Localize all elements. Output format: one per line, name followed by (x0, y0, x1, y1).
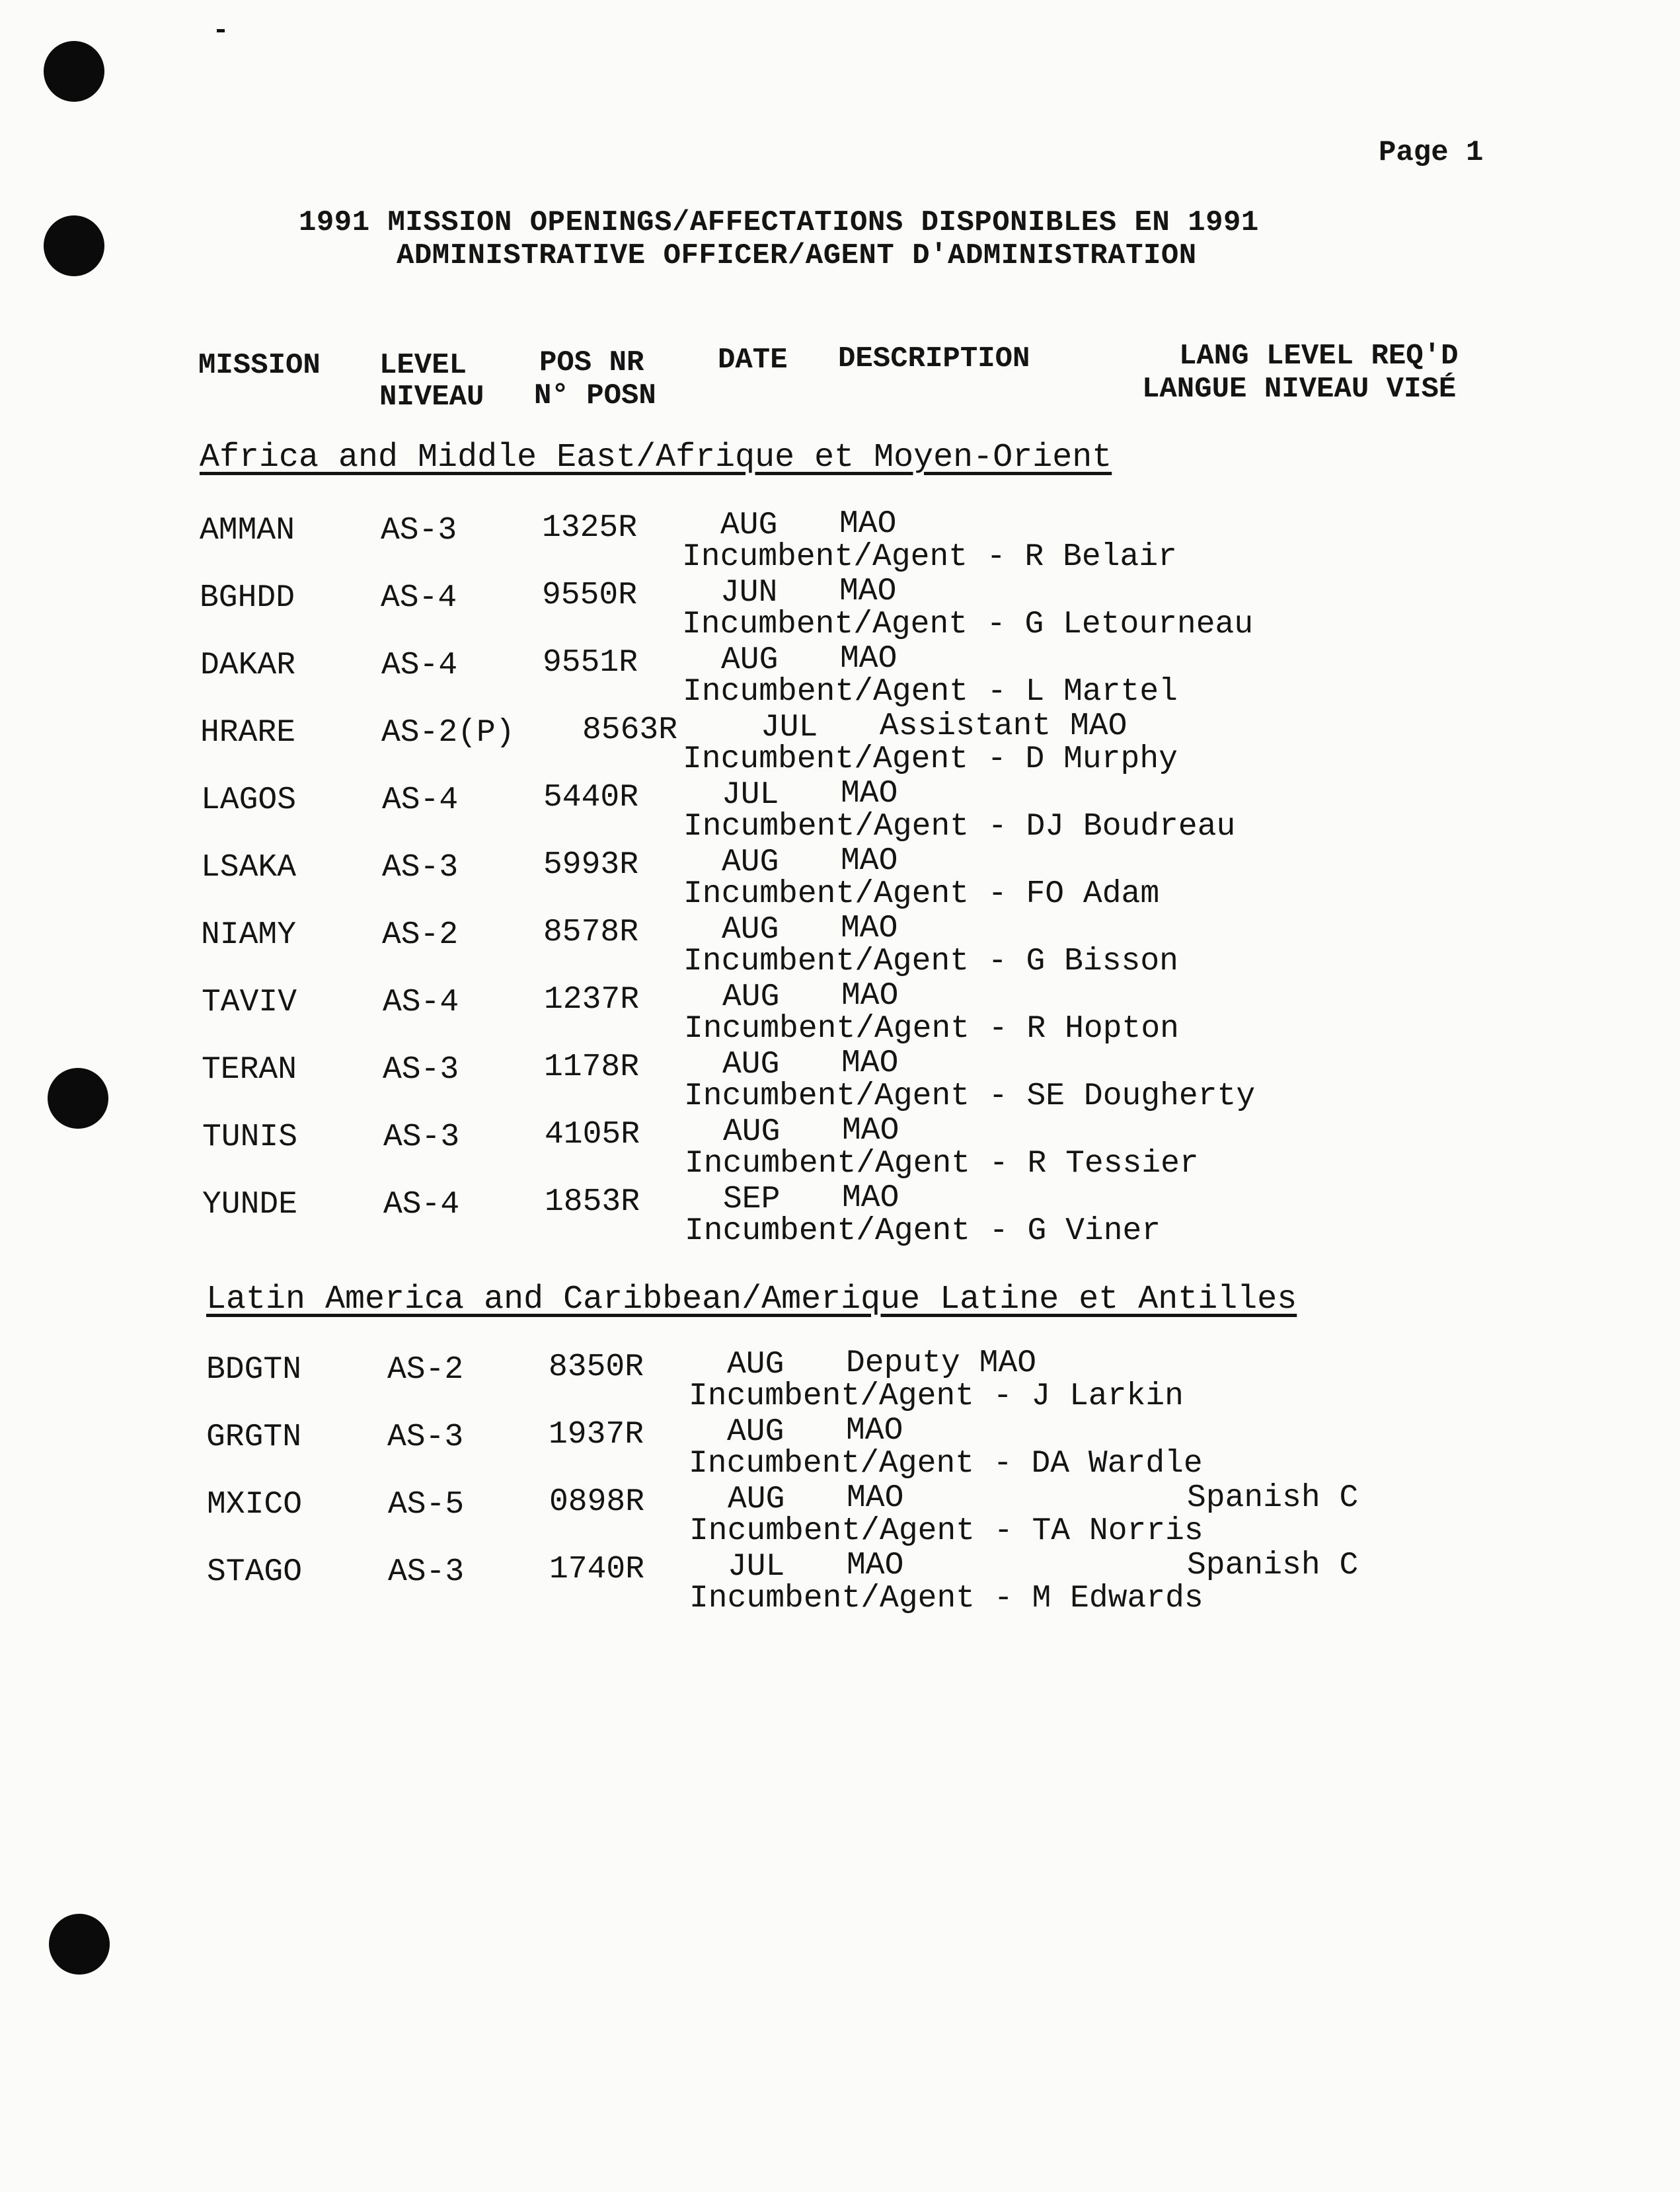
incumbent: Incumbent/Agent - DA Wardle (689, 1446, 1203, 1482)
binder-hole (48, 1068, 108, 1129)
date: JUL (728, 1549, 785, 1585)
level: AS-2 (387, 1352, 464, 1388)
date: JUN (720, 575, 778, 611)
level: AS-3 (383, 1119, 460, 1155)
section-title: Latin America and Caribbean/Amerique Latine et Antilles (206, 1281, 1297, 1318)
date: AUG (721, 642, 779, 678)
header-lang-fr: LANGUE NIVEAU VISÉ (1142, 373, 1457, 406)
mission-code: NIAMY (201, 917, 297, 953)
level: AS-4 (382, 782, 459, 818)
document-title: 1991 MISSION OPENINGS/AFFECTATIONS DISPONIBLES EN 1991 (299, 206, 1259, 239)
binder-hole (49, 1914, 110, 1975)
description: MAO (841, 1045, 899, 1081)
description: MAO (841, 978, 899, 1014)
date: AUG (723, 1114, 781, 1150)
description: MAO (839, 506, 897, 542)
mission-code: DAKAR (200, 648, 296, 683)
position-number: 8350R (549, 1349, 644, 1385)
date: AUG (722, 845, 779, 880)
date: JUL (761, 710, 818, 745)
position-number: 1178R (544, 1049, 640, 1085)
position-number: 4105R (545, 1117, 640, 1153)
description: MAO (847, 1480, 904, 1516)
level: AS-3 (388, 1554, 465, 1590)
header-pos: POS NR (539, 346, 644, 379)
mission-code: LSAKA (201, 850, 297, 886)
date: AUG (720, 508, 778, 543)
mission-code: TAVIV (202, 985, 297, 1020)
header-description: DESCRIPTION (838, 342, 1030, 375)
incumbent: Incumbent/Agent - SE Dougherty (684, 1078, 1256, 1114)
level: AS-3 (382, 850, 459, 886)
position-number: 9551R (543, 645, 638, 681)
incumbent: Incumbent/Agent - L Martel (683, 674, 1178, 710)
mission-code: AMMAN (200, 513, 295, 548)
incumbent: Incumbent/Agent - R Hopton (684, 1011, 1179, 1047)
description: MAO (841, 911, 898, 946)
mission-code: BDGTN (206, 1352, 302, 1388)
description: MAO (842, 1180, 899, 1216)
mission-code: HRARE (200, 715, 296, 751)
incumbent: Incumbent/Agent - G Viner (685, 1213, 1161, 1249)
date: JUL (722, 777, 779, 813)
date: AUG (722, 979, 780, 1015)
incumbent: Incumbent/Agent - J Larkin (689, 1379, 1184, 1414)
position-number: 0898R (549, 1484, 645, 1520)
description: Deputy MAO (846, 1345, 1037, 1381)
section-title: Africa and Middle East/Afrique et Moyen-Orient (200, 439, 1112, 476)
header-date: DATE (718, 344, 788, 377)
mission-code: LAGOS (201, 782, 297, 818)
date: AUG (727, 1414, 784, 1450)
level: AS-4 (381, 648, 458, 683)
date: AUG (722, 1047, 780, 1082)
level: AS-4 (383, 1187, 460, 1223)
description: MAO (847, 1548, 904, 1583)
mission-code: STAGO (207, 1554, 303, 1590)
position-number: 1740R (549, 1552, 645, 1587)
incumbent: Incumbent/Agent - FO Adam (683, 876, 1160, 912)
document-subtitle: ADMINISTRATIVE OFFICER/AGENT D'ADMINISTRATION (397, 239, 1197, 272)
incumbent: Incumbent/Agent - R Belair (682, 539, 1177, 575)
position-number: 1853R (545, 1184, 640, 1220)
position-number: 8578R (543, 915, 639, 950)
binder-hole (44, 215, 104, 276)
incumbent: Incumbent/Agent - TA Norris (689, 1513, 1203, 1549)
incumbent: Incumbent/Agent - M Edwards (689, 1581, 1203, 1616)
description: MAO (846, 1413, 903, 1449)
level: AS-3 (381, 513, 457, 548)
incumbent: Incumbent/Agent - D Murphy (683, 741, 1178, 777)
position-number: 8563R (582, 712, 678, 748)
header-pos-fr: N° POSN (534, 379, 656, 412)
page-number: Page 1 (1379, 136, 1484, 169)
level: AS-4 (383, 985, 459, 1020)
description: Assistant MAO (880, 708, 1127, 744)
date: AUG (728, 1482, 785, 1517)
language-requirement: Spanish C (1187, 1480, 1359, 1516)
level: AS-3 (383, 1052, 459, 1088)
description: MAO (841, 843, 898, 879)
position-number: 1325R (542, 510, 638, 546)
level: AS-4 (381, 580, 457, 616)
level: AS-5 (388, 1487, 465, 1523)
scan-mark (217, 29, 225, 32)
description: MAO (839, 574, 897, 609)
incumbent: Incumbent/Agent - G Bisson (683, 944, 1178, 979)
level: AS-2(P) (381, 715, 515, 751)
date: AUG (722, 912, 779, 948)
mission-code: BGHDD (200, 580, 295, 616)
mission-code: TUNIS (202, 1119, 298, 1155)
position-number: 1237R (544, 982, 640, 1018)
header-lang: LANG LEVEL REQ'D (1179, 340, 1459, 373)
level: AS-3 (387, 1419, 464, 1455)
position-number: 5993R (543, 847, 639, 883)
header-level: LEVEL (379, 349, 467, 382)
date: SEP (723, 1182, 781, 1217)
mission-code: YUNDE (202, 1187, 298, 1223)
position-number: 1937R (549, 1417, 644, 1453)
mission-code: GRGTN (206, 1419, 302, 1455)
header-mission: MISSION (198, 349, 321, 382)
header-level-fr: NIVEAU (379, 381, 484, 414)
position-number: 5440R (543, 780, 639, 815)
language-requirement: Spanish C (1187, 1548, 1359, 1583)
description: MAO (841, 776, 898, 812)
mission-code: MXICO (207, 1487, 303, 1523)
description: MAO (842, 1113, 899, 1149)
description: MAO (840, 641, 897, 677)
mission-code: TERAN (202, 1052, 297, 1088)
position-number: 9550R (542, 578, 638, 613)
incumbent: Incumbent/Agent - DJ Boudreau (683, 809, 1236, 845)
incumbent: Incumbent/Agent - G Letourneau (682, 607, 1254, 642)
binder-hole (44, 41, 104, 102)
level: AS-2 (382, 917, 459, 953)
date: AUG (727, 1347, 784, 1382)
incumbent: Incumbent/Agent - R Tessier (685, 1146, 1199, 1182)
